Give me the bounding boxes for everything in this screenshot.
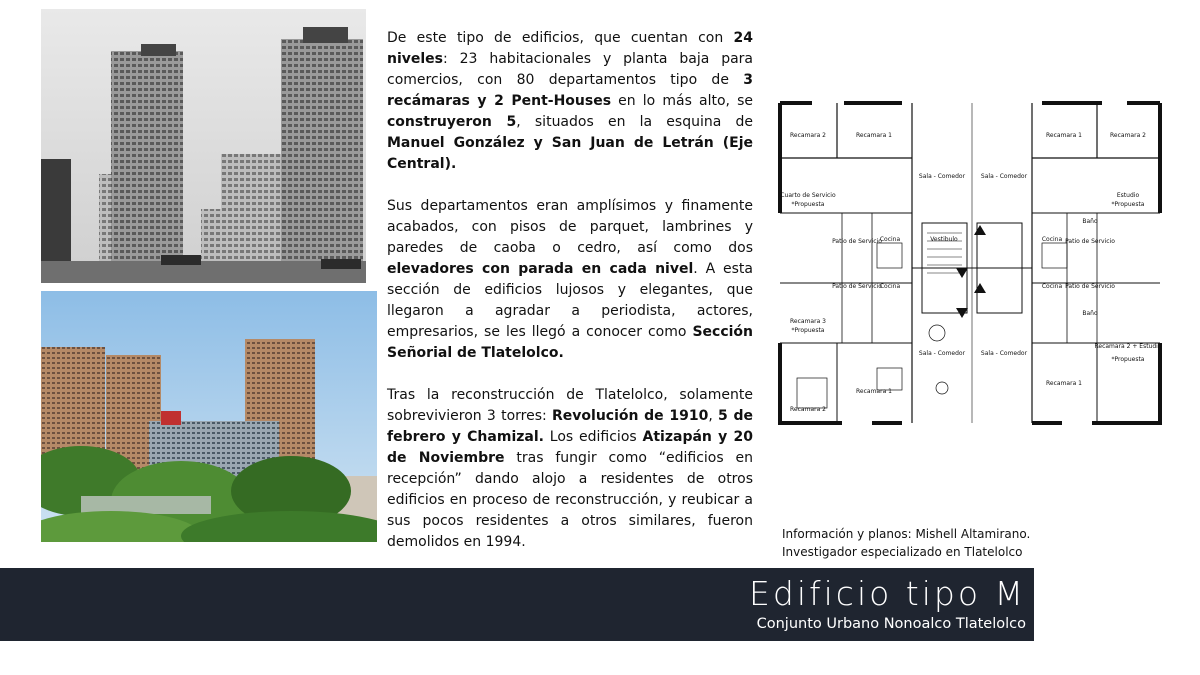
plan-label-recamara3: Recamara 3 (790, 318, 826, 325)
plan-label-cuarto-servicio: Cuarto de Servicio (780, 192, 836, 199)
credit-line-2: Investigador especializado en Tlatelolco (782, 545, 1023, 559)
historic-towers-photo (41, 9, 366, 283)
text-run: , (708, 408, 719, 424)
plan-label-patio-servicio: Patio de Servicio (832, 238, 882, 245)
credit-note (782, 525, 1030, 561)
footer-subtitle: Conjunto Urbano Nonoalco Tlatelolco (756, 616, 1026, 632)
plan-label-estudio: Estudio (1116, 192, 1140, 199)
plan-label-propuesta: *Propuesta (791, 201, 825, 208)
text-run: De este tipo de edificios, que cuentan con (387, 30, 734, 46)
bold-phrase: construyeron 5 (387, 114, 517, 130)
text-run: en lo más alto, se (611, 93, 753, 109)
bold-phrase: Manuel González y San Juan de Letrán (Eje Central). (387, 135, 753, 172)
modern-towers-photo (41, 291, 377, 542)
text-run: . A esta sección de edificios lujosos y elegantes, que llegaron a agradar a periodista, actores, empresarios, se les llegó a conocer como (387, 261, 753, 340)
text-run: tras fungir como “edificios en recepción” dando alojo a residentes de otros edificios en proceso de reconstrucción, y reubicar a sus pocos residentes a otros similares, fueron demolidos en 1994. (387, 450, 754, 550)
bold-phrase: elevadores con parada en cada nivel (387, 261, 694, 277)
plan-label-recamara1: Recamara 1 (1046, 132, 1082, 139)
text-run: Los edificios (543, 429, 643, 445)
plan-label-bano: Baño (1082, 218, 1098, 225)
text-run: Tras la reconstrucción de Tlatelolco, solamente sobrevivieron 3 torres: (387, 387, 753, 424)
plan-label-recamara2: Recamara 2 (1110, 132, 1146, 139)
footer-band (0, 568, 1034, 641)
plan-label-cocina: Cocina (879, 236, 901, 243)
plan-label-propuesta: *Propuesta (1111, 201, 1145, 208)
plan-label-recamara1: Recamara 1 (1046, 380, 1082, 387)
credit-line-1: Información y planos: Mishell Altamirano. (782, 527, 1031, 541)
plan-label-recamara1: Recamara 1 (856, 132, 892, 139)
text-run: : 23 habitacionales y planta baja para comercios, con 80 departamentos tipo de (387, 51, 753, 88)
bold-phrase: Revolución de 1910 (552, 408, 709, 424)
plan-label-cocina: Cocina (879, 283, 901, 290)
description-text (387, 28, 753, 574)
floor-plan-drawing (772, 93, 1200, 433)
bold-phrase: 5 de febrero y Chamizal. (387, 408, 753, 445)
bold-phrase: 3 recámaras y 2 Pent-Houses (387, 72, 753, 109)
plan-label-recamara2: Recamara 2 (790, 406, 826, 413)
plan-label-sala-comedor: Sala - Comedor (980, 173, 1028, 180)
bold-phrase: 24 niveles (387, 30, 753, 67)
plan-label-recamara1: Recamara 1 (856, 388, 892, 395)
plan-label-sala-comedor: Sala - Comedor (918, 350, 966, 357)
plan-label-patio-servicio: Patio de Servicio (1065, 283, 1115, 290)
plan-label-cocina: Cocina (1041, 283, 1063, 290)
bold-phrase: Atizapán y 20 de Noviembre (387, 429, 753, 466)
paragraph-1 (387, 28, 753, 175)
paragraph-2 (387, 196, 753, 364)
plan-label-propuesta: *Propuesta (791, 327, 825, 334)
footer-title: Edificio tipo M (749, 574, 1026, 613)
plan-label-vestibulo: Vestibulo (930, 236, 958, 243)
plan-label-recamara2-estudio: Recamara 2 + Estudio (1094, 343, 1162, 350)
plan-label-patio-servicio: Patio de Servicio (1065, 238, 1115, 245)
text-run: , situados en la esquina de (516, 114, 753, 130)
plan-label-sala-comedor: Sala - Comedor (918, 173, 966, 180)
plan-label-sala-comedor: Sala - Comedor (980, 350, 1028, 357)
plan-label-cocina: Cocina (1041, 236, 1063, 243)
text-run: Sus departamentos eran amplísimos y finamente acabados, con pisos de parquet, lambrines y paredes de caoba o cedro, así como dos (387, 198, 753, 256)
plan-label-propuesta: *Propuesta (1111, 356, 1145, 363)
paragraph-3 (387, 385, 753, 553)
bold-phrase: Sección Señorial de Tlatelolco. (387, 324, 753, 361)
plan-label-patio-servicio: Patio de Servicio (832, 283, 882, 290)
plan-label-bano: Baño (1082, 310, 1098, 317)
plan-label-recamara2: Recamara 2 (790, 132, 826, 139)
